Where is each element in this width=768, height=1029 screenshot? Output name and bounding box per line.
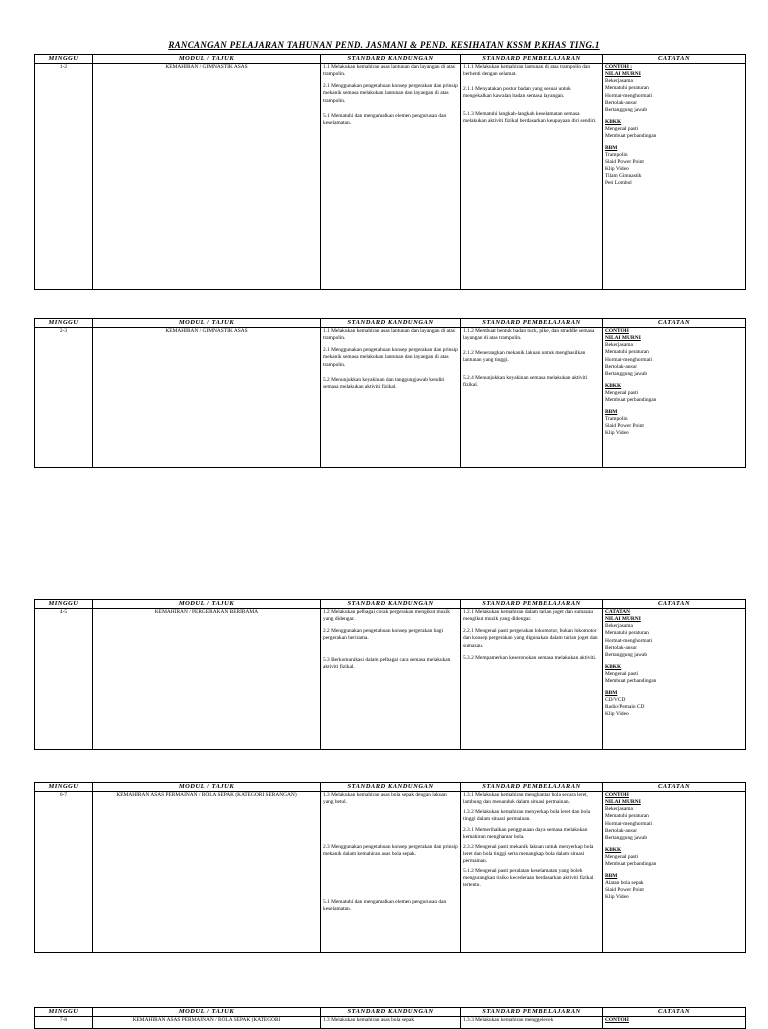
standard-pembelajaran-cell xyxy=(461,64,603,290)
list-item: 1.2 Melakukan pelbagai corak pergerakan mengikut muzik yang didengar. xyxy=(323,609,450,623)
note-item: Mematuhi peraturan xyxy=(605,630,649,637)
list-item: 2.1 Menggunakan pengetahuan konsep pergerakan dan prinsip mekanik semasa melakukan lantunan dan layangan di atas trampolin. xyxy=(323,83,458,104)
list-item: 5.1.2 Mengenal pasti peralatan keselamatan yang boleh mengurangkan risiko kecederaan berdasarkan aktiviti fizikal tertentu. xyxy=(463,867,594,888)
note-heading: CONTOH xyxy=(605,792,629,799)
list-item: 5.3 Berkomunikasi dalam pelbagai cara semasa melakukan aktiviti fizikal. xyxy=(323,656,451,670)
header-standard-kandungan: STANDARD KANDUNGAN xyxy=(321,1008,461,1017)
note-item: Bertanggung jawab xyxy=(605,106,648,113)
note-item: Bertolak-ansur xyxy=(605,363,638,370)
standard-kandungan-cell xyxy=(321,64,461,290)
note-item: Klip Video xyxy=(605,429,629,436)
header-standard-pembelajaran: STANDARD PEMBELAJARAN xyxy=(461,319,603,328)
list-item: 2.2 Menggunakan pengetahuan konsep pergerakan bagi pergerakan berirama. xyxy=(323,628,443,642)
catatan-cell xyxy=(603,792,746,953)
list-item: 5.2.4 Menunjukkan keyakinan semasa melakukan aktiviti fizikal. xyxy=(463,374,588,388)
table-row xyxy=(35,328,746,468)
note-item: Mengenal pasti xyxy=(605,389,639,396)
header-modul: MODUL / TAJUK xyxy=(93,1008,321,1017)
standard-kandungan-cell xyxy=(321,609,461,750)
note-item: Bertolak-ansur xyxy=(605,99,638,106)
header-modul: MODUL / TAJUK xyxy=(93,783,321,792)
catatan-cell xyxy=(603,1017,746,1029)
note-heading: NILAI MURNI xyxy=(605,71,641,78)
list-item: 1.3.2 Melakukan kemahiran menyerkap bola leret dan bola tinggi dalam situasi permainan. xyxy=(463,809,591,823)
header-standard-pembelajaran: STANDARD PEMBELAJARAN xyxy=(461,600,603,609)
note-heading: BBM xyxy=(605,144,618,151)
note-heading: KBKK xyxy=(605,846,622,853)
module-cell: KEMAHIRAN / GIMNASTIK ASAS xyxy=(93,64,321,290)
list-item: 1.3 Melakukan kemahiran asas bola sepak dengan lakuan yang betul. xyxy=(323,792,447,806)
list-item: 5.1.3 Mematuhi langkah-langkah keselamatan semasa melakukan aktiviti fizikal berdasarkan keupayaan diri sendiri. xyxy=(463,110,597,124)
week-cell: 7-8 xyxy=(35,1017,93,1029)
note-item: Slaid Power Point xyxy=(605,886,644,893)
note-item: Bekerjasama xyxy=(605,806,633,813)
list-item: 5.1 Mematuhi dan mengamalkan elemen pengurusan dan keselamatan. xyxy=(323,112,447,126)
note-item: Membuat perbandingan xyxy=(605,132,657,139)
note-heading: KBKK xyxy=(605,118,622,125)
note-heading: BBM xyxy=(605,872,618,879)
header-standard-kandungan: STANDARD KANDUNGAN xyxy=(321,600,461,609)
table-header-row xyxy=(35,783,746,792)
note-heading: KBKK xyxy=(605,382,622,389)
note-item: Bertolak-ansur xyxy=(605,827,638,834)
header-catatan: CATATAN xyxy=(603,55,746,64)
note-heading: NILAI MURNI xyxy=(605,799,641,806)
plan-table-3 xyxy=(34,599,746,750)
note-item: Klip Video xyxy=(605,893,629,900)
table-row xyxy=(35,64,746,290)
standard-pembelajaran-cell xyxy=(461,328,603,468)
list-item: 1.2.1 Melakukan kemahiran dalam tarian joget dan sumazau mengikut muzik yang didengar. xyxy=(463,609,594,623)
week-cell: 2-3 xyxy=(35,328,93,468)
list-item: 1.1 Melakukan kemahiran asas lantunan dan layangan di atas trampolin. xyxy=(323,64,455,78)
header-minggu: MINGGU xyxy=(35,55,93,64)
module-cell: KEMAHIRAN / PERGERAKAN BERIRAMA xyxy=(93,609,321,750)
note-item: Bertanggung jawab xyxy=(605,370,648,377)
standard-pembelajaran-cell xyxy=(461,609,603,750)
table-header-row xyxy=(35,600,746,609)
note-item: Hormat-menghormati xyxy=(605,356,653,363)
header-catatan: CATATAN xyxy=(603,1008,746,1017)
note-item: Hormat-menghormati xyxy=(605,92,653,99)
table-row xyxy=(35,1017,746,1029)
list-item: 5.3.2 Mempamerkan keseronokan semasa melakukan aktiviti. xyxy=(463,654,597,661)
list-item: 1.3 Melakukan kemahiran asas bola sepak xyxy=(323,1017,415,1024)
header-minggu: MINGGU xyxy=(35,600,93,609)
header-standard-pembelajaran: STANDARD PEMBELAJARAN xyxy=(461,783,603,792)
list-item: 2.3.1 Memerihalkan penggunaan daya semasa melakukan kemahiran menghantar bola. xyxy=(463,826,588,840)
note-item: Bertolak-ansur xyxy=(605,644,638,651)
list-item: 2.3 Menggunakan pengetahuan konsep pergerakan dan prinsip mekanik dalam kemahiran asas bola sepak. xyxy=(323,844,458,858)
standard-kandungan-cell xyxy=(321,328,461,468)
note-item: Mengenal pasti xyxy=(605,853,639,860)
list-item: 5.2 Menunjukkan keyakinan dan tanggungjawab kendiri semasa melakukan aktiviti fizikal. xyxy=(323,376,445,390)
list-item: 2.3.2 Mengenal pasti mekanik lakuan untuk menyerkap bola leret dan bola tinggi serta menangkap bola dalam situasi permainan. xyxy=(463,843,594,864)
header-standard-kandungan: STANDARD KANDUNGAN xyxy=(321,783,461,792)
plan-table-2 xyxy=(34,318,746,468)
plan-table-4 xyxy=(34,782,746,953)
note-item: Membuat perbandingan xyxy=(605,396,657,403)
header-modul: MODUL / TAJUK xyxy=(93,600,321,609)
note-item: Alatan bola sepak xyxy=(605,879,644,886)
header-modul: MODUL / TAJUK xyxy=(93,319,321,328)
document-title: RANCANGAN PELAJARAN TAHUNAN PEND. JASMANI & PEND. KESIHATAN KSSM P.KHAS TING.1 xyxy=(168,40,600,50)
note-item: CD/VCD xyxy=(605,696,626,703)
note-item: Hormat-menghormati xyxy=(605,820,653,827)
note-heading: BBM xyxy=(605,689,618,696)
note-item: Trampolin xyxy=(605,151,628,158)
table-row xyxy=(35,792,746,953)
note-item: Bekerjasama xyxy=(605,342,633,349)
note-item: Trampolin xyxy=(605,415,628,422)
note-item: Bekerjasama xyxy=(605,78,633,85)
note-item: Bertanggung jawab xyxy=(605,651,648,658)
note-heading: CATATAN xyxy=(605,609,631,616)
header-standard-pembelajaran: STANDARD PEMBELAJARAN xyxy=(461,55,603,64)
note-item: Slaid Power Point xyxy=(605,422,644,429)
header-minggu: MINGGU xyxy=(35,319,93,328)
note-heading: CONTOH : xyxy=(605,64,633,71)
note-heading: CONTOH xyxy=(605,1017,629,1024)
header-standard-pembelajaran: STANDARD PEMBELAJARAN xyxy=(461,1008,603,1017)
list-item: 1.1 Melakukan kemahiran asas lantunan dan layangan di atas trampolin. xyxy=(323,328,455,342)
note-item: Mematuhi peraturan xyxy=(605,813,649,820)
list-item: 2.2.1 Mengenal pasti pergerakan lokomotor, bukan lokomotor dan konsep pergerakan yang digunakan dalam tarian joget dan sumazau. xyxy=(463,628,598,649)
standard-pembelajaran-cell xyxy=(461,1017,603,1029)
note-item: Mematuhi peraturan xyxy=(605,349,649,356)
module-cell: KEMAHIRAN ASAS PERMAINAN / BOLA SEPAK (KATEGORI xyxy=(93,1017,321,1029)
note-item: Bekerjasama xyxy=(605,623,633,630)
week-cell: 4-5 xyxy=(35,609,93,750)
module-cell: KEMAHIRAN / GIMNASTIK ASAS xyxy=(93,328,321,468)
note-heading: BBM xyxy=(605,408,618,415)
list-item: 5.1 Mematuhi dan mengamalkan elemen pengurusan dan keselamatan. xyxy=(323,898,447,912)
catatan-cell xyxy=(603,609,746,750)
header-catatan: CATATAN xyxy=(603,319,746,328)
header-standard-kandungan: STANDARD KANDUNGAN xyxy=(321,319,461,328)
header-standard-kandungan: STANDARD KANDUNGAN xyxy=(321,55,461,64)
header-modul: MODUL / TAJUK xyxy=(93,55,321,64)
table-row xyxy=(35,609,746,750)
header-minggu: MINGGU xyxy=(35,1008,93,1017)
note-item: Klip Video xyxy=(605,710,629,717)
plan-table-5 xyxy=(34,1007,746,1029)
week-cell: 1-2 xyxy=(35,64,93,290)
standard-kandungan-cell xyxy=(321,1017,461,1029)
list-item: 1.3.1 Melakukan kemahiran menghantar bola secara leret, lambung dan menanduk dalam situasi permainan. xyxy=(463,792,588,806)
note-item: Membuat perbandingan xyxy=(605,677,657,684)
note-item: Hormat-menghormati xyxy=(605,637,653,644)
header-catatan: CATATAN xyxy=(603,600,746,609)
note-item: Klip Video xyxy=(605,165,629,172)
list-item: 1.1.1 Melakukan kemahiran lantunan di atas trampolin dan berhenti dengan selamat. xyxy=(463,64,591,78)
header-minggu: MINGGU xyxy=(35,783,93,792)
plan-table-1 xyxy=(34,54,746,290)
note-item: Mengenal pasti xyxy=(605,670,639,677)
note-heading: CONTOH xyxy=(605,328,629,335)
note-heading: NILAI MURNI xyxy=(605,335,641,342)
list-item: 2.1.2 Menerangkan mekanik lakuan untuk menghasilkan lantunan yang tinggi. xyxy=(463,350,586,364)
list-item: 1.1.2 Membuat bentuk badan tuck, pike, dan straddle semasa layangan di atas trampolin. xyxy=(463,328,595,342)
note-item: Radio/Pemain CD xyxy=(605,703,645,710)
note-item: Tilam Gimnastik xyxy=(605,172,642,179)
module-cell: KEMAHIRAN ASAS PERMAINAN / BOLA SEPAK (KATEGORI SERANGAN) xyxy=(93,792,321,953)
table-header-row xyxy=(35,319,746,328)
list-item: 2.1.1 Menyatakan postur badan yang sesuai untuk mengekalkan kawalan badan semasa layangan. xyxy=(463,86,571,100)
standard-pembelajaran-cell xyxy=(461,792,603,953)
note-item: Slaid Power Point xyxy=(605,158,644,165)
note-item: Mengenal pasti xyxy=(605,125,639,132)
note-heading: NILAI MURNI xyxy=(605,616,641,623)
catatan-cell xyxy=(603,64,746,290)
catatan-cell xyxy=(603,328,746,468)
header-catatan: CATATAN xyxy=(603,783,746,792)
note-item: Mematuhi peraturan xyxy=(605,85,649,92)
table-header-row xyxy=(35,1008,746,1017)
note-item: Peti Lombol xyxy=(605,179,632,186)
table-header-row xyxy=(35,55,746,64)
list-item: 1.3.3 Melakukan kemahiran menggelecek xyxy=(463,1017,554,1024)
list-item: 2.1 Menggunakan pengetahuan konsep pergerakan dan prinsip mekanik semasa melakukan lantunan dan layangan di atas trampolin. xyxy=(323,347,458,368)
week-cell: 6-7 xyxy=(35,792,93,953)
note-item: Bertanggung jawab xyxy=(605,834,648,841)
note-heading: KBKK xyxy=(605,663,622,670)
note-item: Membuat perbandingan xyxy=(605,860,657,867)
standard-kandungan-cell xyxy=(321,792,461,953)
